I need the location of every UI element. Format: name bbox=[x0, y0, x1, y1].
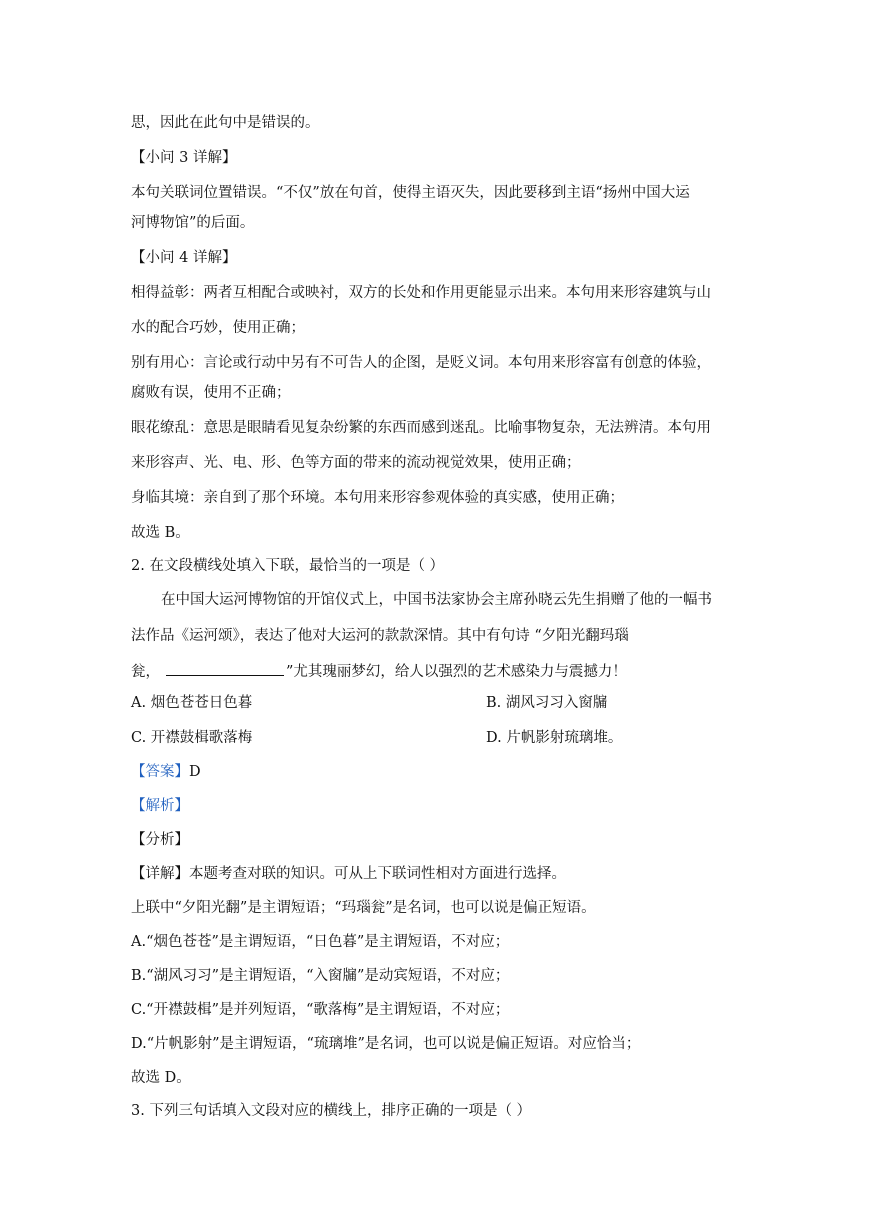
option-d: D. 片帆影射琉璃堆。 bbox=[486, 730, 623, 746]
text-line: 身临其境：亲自到了那个环境。本句用来形容参观体验的真实感，使用正确； bbox=[131, 490, 624, 506]
question-2-stem: 2. 在文段横线处填入下联，最恰当的一项是（ ） bbox=[131, 558, 445, 574]
text-line: 眼花缭乱：意思是眼睛看见复杂纷繁的东西而感到迷乱。比喻事物复杂，无法辨清。本句用 bbox=[131, 420, 711, 436]
text-line: 水的配合巧妙，使用正确； bbox=[131, 320, 305, 336]
text-line: 故选 B。 bbox=[131, 525, 190, 541]
passage-text: 瓮， bbox=[131, 664, 160, 680]
detail-line: C.“开襟鼓楫”是并列短语，“歌落梅”是主谓短语，不对应； bbox=[131, 1002, 510, 1018]
detail-line: B.“湖风习习”是主谓短语，“入窗牖”是动宾短语，不对应； bbox=[131, 968, 510, 984]
question-3-stem: 3. 下列三句话填入文段对应的横线上，排序正确的一项是（ ） bbox=[131, 1103, 532, 1119]
detail-line: 【详解】本题考查对联的知识。可从上下联词性相对方面进行选择。 bbox=[131, 866, 566, 882]
text-line: 相得益彰：两者互相配合或映衬，双方的长处和作用更能显示出来。本句用来形容建筑与山 bbox=[131, 285, 711, 301]
option-a: A. 烟色苍苍日色暮 bbox=[131, 695, 253, 711]
passage-line-with-blank bbox=[131, 661, 627, 682]
detail-line: 故选 D。 bbox=[131, 1070, 191, 1086]
detail-line: 上联中“夕阳光翻”是主谓短语；“玛瑙瓮”是名词，也可以说是偏正短语。 bbox=[131, 900, 596, 916]
text-line: 思，因此在此句中是错误的。 bbox=[131, 115, 320, 131]
text-line: 本句关联词位置错误。“不仅”放在句首，使得主语灭失，因此要移到主语“扬州中国大运 bbox=[131, 185, 690, 201]
passage-text: ”尤其瑰丽梦幻，给人以强烈的艺术感染力与震撼力！ bbox=[286, 664, 627, 680]
answer-blank bbox=[166, 661, 284, 676]
option-c: C. 开襟鼓楫歌落梅 bbox=[131, 730, 253, 746]
text-line: 来形容声、光、电、形、色等方面的带来的流动视觉效果，使用正确； bbox=[131, 455, 581, 471]
text-line: 别有用心：言论或行动中另有不可告人的企图，是贬义词。本句用来形容富有创意的体验， bbox=[131, 355, 711, 371]
section-heading: 【小问 4 详解】 bbox=[131, 250, 237, 266]
detail-line: A.“烟色苍苍”是主谓短语，“日色暮”是主谓短语，不对应； bbox=[131, 934, 510, 950]
fenxi-label: 【分析】 bbox=[131, 832, 189, 848]
answer-line bbox=[131, 762, 201, 782]
text-line: 腐败有误，使用不正确； bbox=[131, 385, 291, 401]
answer-value: D bbox=[189, 764, 201, 780]
passage-line: 法作品《运河颂》，表达了他对大运河的款款深情。其中有句诗 “夕阳光翻玛瑙 bbox=[131, 628, 629, 644]
text-line: 河博物馆”的后面。 bbox=[131, 215, 255, 231]
passage-line: 在中国大运河博物馆的开馆仪式上，中国书法家协会主席孙晓云先生捐赠了他的一幅书 bbox=[161, 592, 712, 608]
analysis-label: 【解析】 bbox=[131, 798, 189, 814]
answer-label: 【答案】 bbox=[131, 764, 189, 780]
detail-line: D.“片帆影射”是主谓短语，“琉璃堆”是名词，也可以说是偏正短语。对应恰当； bbox=[131, 1036, 641, 1052]
option-b: B. 湖风习习入窗牖 bbox=[486, 695, 608, 711]
section-heading: 【小问 3 详解】 bbox=[131, 150, 237, 166]
